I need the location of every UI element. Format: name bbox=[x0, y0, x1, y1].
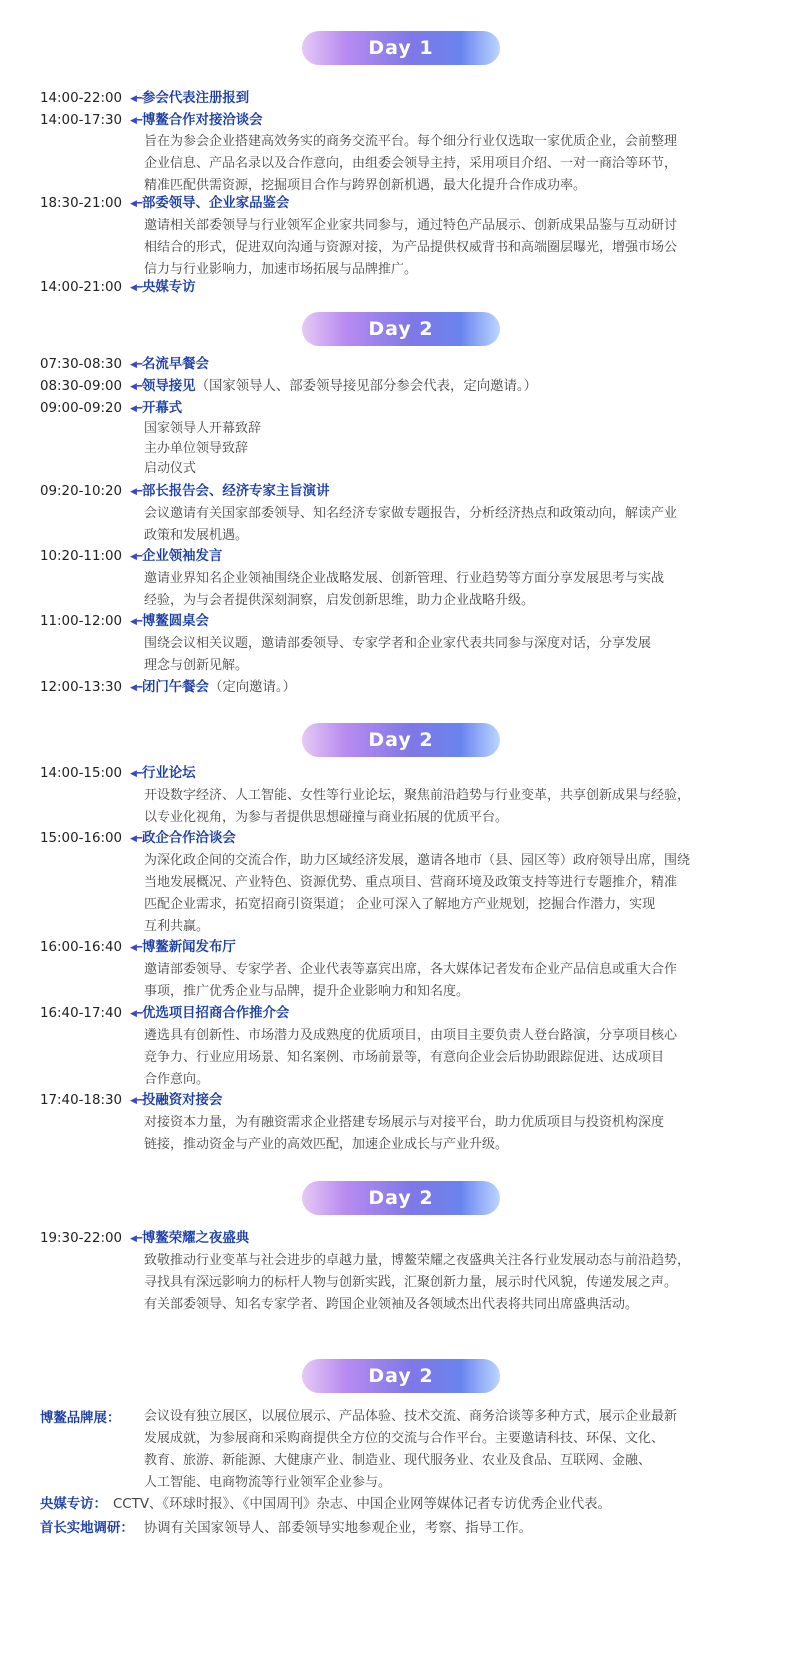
arrow-icon: ◀━ bbox=[130, 404, 143, 414]
item-description bbox=[144, 419, 261, 479]
item-title: 博鳌新闻发布厅 bbox=[142, 940, 236, 955]
arrow-icon: ◀━ bbox=[130, 617, 143, 627]
item-description bbox=[144, 1250, 690, 1316]
field-visit-line bbox=[40, 1519, 532, 1539]
arrow-icon: ◀━ bbox=[130, 360, 143, 370]
item-title: 闭门午餐会 bbox=[142, 680, 209, 695]
item-title: 优选项目招商合作推介会 bbox=[142, 1006, 290, 1021]
desc-line: 信力与行业影响力，加速市场拓展与品牌推广。 bbox=[144, 262, 418, 277]
item-time: 16:40-17:40 bbox=[40, 1006, 123, 1021]
item-time: 14:00-15:00 bbox=[40, 766, 123, 781]
desc-line: 事项，推广优秀企业与品牌，提升企业影响力和知名度。 bbox=[144, 984, 470, 999]
desc-line: 邀请部委领导、专家学者、企业代表等嘉宾出席，各大媒体记者发布企业产品信息或重大合作 bbox=[144, 962, 678, 977]
day-pill bbox=[302, 723, 500, 757]
day-label: Day 2 bbox=[368, 318, 434, 340]
item-time: 08:30-09:00 bbox=[40, 379, 123, 394]
item-time: 09:20-10:20 bbox=[40, 484, 123, 499]
desc-line: 对接资本力量，为有融资需求企业搭建专场展示与对接平台，助力优质项目与投资机构深度 bbox=[144, 1115, 665, 1130]
item-time: 16:00-16:40 bbox=[40, 940, 123, 955]
agenda-item bbox=[40, 829, 236, 849]
arrow-icon: ◀━ bbox=[130, 683, 143, 693]
item-description bbox=[144, 1025, 677, 1091]
item-description bbox=[144, 850, 690, 938]
item-title: 部长报告会、经济专家主旨演讲 bbox=[142, 484, 330, 499]
arrow-icon: ◀━ bbox=[130, 1009, 143, 1019]
desc-line: 为深化政企间的交流合作，助力区域经济发展，邀请各地市（县、园区等）政府领导出席，围绕 bbox=[144, 853, 691, 868]
desc-line: 合作意向。 bbox=[144, 1072, 210, 1087]
item-title: 企业领袖发言 bbox=[142, 549, 223, 564]
agenda-item bbox=[40, 547, 222, 567]
agenda-item bbox=[40, 678, 296, 698]
item-title: 行业论坛 bbox=[142, 766, 196, 781]
item-title: 央媒专访 bbox=[142, 280, 196, 295]
item-title: 博鳌合作对接洽谈会 bbox=[142, 113, 263, 128]
agenda-item bbox=[40, 377, 537, 397]
day-pill bbox=[302, 312, 500, 346]
arrow-icon: ◀━ bbox=[130, 94, 143, 104]
arrow-icon: ◀━ bbox=[130, 283, 143, 293]
agenda-item bbox=[40, 1229, 249, 1249]
desc-line: 致敬推动行业变革与社会进步的卓越力量，博鳌荣耀之夜盛典关注各行业发展动态与前沿趋势， bbox=[144, 1253, 691, 1268]
desc-line: 开设数字经济、人工智能、女性等行业论坛，聚焦前沿趋势与行业变革，共享创新成果与经验， bbox=[144, 788, 691, 803]
agenda-item bbox=[40, 194, 289, 214]
desc-line: 会议邀请有关国家部委领导、知名经济专家做专题报告，分析经济热点和政策动向，解读产业 bbox=[144, 506, 678, 521]
day-pill bbox=[302, 31, 500, 65]
agenda-item bbox=[40, 355, 209, 375]
day-label: Day 2 bbox=[368, 1365, 434, 1387]
desc-line: 经验，为与会者提供深刻洞察，启发创新思维，助力企业战略升级。 bbox=[144, 593, 535, 608]
item-description bbox=[144, 959, 677, 1003]
desc-line: 有关部委领导、知名专家学者、跨国企业领袖及各领域杰出代表将共同出席盛典活动。 bbox=[144, 1297, 639, 1312]
day-label: Day 2 bbox=[368, 729, 434, 751]
desc-line: 链接，推动资金与产业的高效匹配，加速企业成长与产业升级。 bbox=[144, 1137, 509, 1152]
item-title: 开幕式 bbox=[142, 401, 183, 416]
arrow-icon: ◀━ bbox=[130, 1096, 143, 1106]
desc-line: 企业信息、产品名录以及合作意向，由组委会领导主持，采用项目介绍、一对一商洽等环节， bbox=[144, 156, 678, 171]
desc-line: 人工智能、电商物流等行业领军企业参与。 bbox=[144, 1475, 392, 1490]
item-time: 15:00-16:00 bbox=[40, 831, 123, 846]
agenda-item bbox=[40, 612, 209, 632]
item-description bbox=[144, 1112, 664, 1156]
item-time: 18:30-21:00 bbox=[40, 196, 123, 211]
field-visit-text: 协调有关国家领导人、部委领导实地参观企业，考察、指导工作。 bbox=[143, 1521, 533, 1536]
desc-line: 会议设有独立展区，以展位展示、产品体验、技术交流、商务洽谈等多种方式，展示企业最新 bbox=[144, 1409, 678, 1424]
arrow-icon: ◀━ bbox=[130, 116, 143, 126]
media-interview-label: 央媒专访： bbox=[40, 1497, 107, 1512]
item-time: 17:40-18:30 bbox=[40, 1093, 123, 1108]
agenda-item bbox=[40, 399, 182, 419]
agenda-item bbox=[40, 482, 329, 502]
item-time: 09:00-09:20 bbox=[40, 401, 123, 416]
arrow-icon: ◀━ bbox=[130, 199, 143, 209]
agenda-item bbox=[40, 938, 236, 958]
agenda-item bbox=[40, 111, 263, 131]
item-time: 07:30-08:30 bbox=[40, 357, 123, 372]
day-label: Day 2 bbox=[368, 1187, 434, 1209]
item-title: 名流早餐会 bbox=[142, 357, 209, 372]
arrow-icon: ◀━ bbox=[130, 382, 143, 392]
item-title: 部委领导、企业家品鉴会 bbox=[142, 196, 290, 211]
item-title: 博鳌圆桌会 bbox=[142, 614, 209, 629]
desc-line: 遴选具有创新性、市场潜力及成熟度的优质项目，由项目主要负责人登台路演，分享项目核心 bbox=[144, 1028, 678, 1043]
desc-line: 匹配企业需求，拓宽招商引资渠道； 企业可深入了解地方产业规划，挖掘合作潜力，实现 bbox=[144, 897, 656, 912]
brand-expo-description bbox=[144, 1406, 677, 1494]
desc-line: 旨在为参会企业搭建高效务实的商务交流平台。每个细分行业仅选取一家优质企业，会前整理 bbox=[144, 134, 678, 149]
item-title: 投融资对接会 bbox=[142, 1093, 223, 1108]
media-interview-text: CCTV、《环球时报》、《中国周刊》杂志、中国企业网等媒体记者专访优秀企业代表。 bbox=[112, 1497, 611, 1512]
item-description bbox=[144, 131, 677, 197]
item-description bbox=[144, 568, 664, 612]
desc-line: 邀请相关部委领导与行业领军企业家共同参与，通过特色产品展示、创新成果品鉴与互动研讨 bbox=[144, 218, 678, 233]
desc-line: 理念与创新见解。 bbox=[144, 658, 249, 673]
item-description bbox=[144, 503, 677, 547]
item-time: 14:00-22:00 bbox=[40, 91, 123, 106]
arrow-icon: ◀━ bbox=[130, 943, 143, 953]
day-pill bbox=[302, 1359, 500, 1393]
agenda-item bbox=[40, 1004, 289, 1024]
arrow-icon: ◀━ bbox=[130, 487, 143, 497]
arrow-icon: ◀━ bbox=[130, 1234, 143, 1244]
item-time: 11:00-12:00 bbox=[40, 614, 123, 629]
item-time: 14:00-21:00 bbox=[40, 280, 123, 295]
arrow-icon: ◀━ bbox=[130, 769, 143, 779]
item-time: 19:30-22:00 bbox=[40, 1231, 123, 1246]
arrow-icon: ◀━ bbox=[130, 552, 143, 562]
item-description bbox=[144, 633, 651, 677]
item-title: 参会代表注册报到 bbox=[142, 91, 250, 106]
agenda-item bbox=[40, 1091, 222, 1111]
item-title: 领导接见 bbox=[142, 379, 196, 394]
arrow-icon: ◀━ bbox=[130, 834, 143, 844]
day-label: Day 1 bbox=[368, 37, 434, 59]
desc-line: 政策和发展机遇。 bbox=[144, 528, 249, 543]
desc-line: 教育、旅游、新能源、大健康产业、制造业、现代服务业、农业及食品、互联网、金融、 bbox=[144, 1453, 652, 1468]
desc-line: 邀请业界知名企业领袖围绕企业战略发展、创新管理、行业趋势等方面分享发展思考与实战 bbox=[144, 571, 665, 586]
agenda-item bbox=[40, 764, 196, 784]
item-time: 14:00-17:30 bbox=[40, 113, 123, 128]
desc-line: 围绕会议相关议题，邀请部委领导、专家学者和企业家代表共同参与深度对话，分享发展 bbox=[144, 636, 652, 651]
field-visit-label: 首长实地调研： bbox=[40, 1521, 134, 1536]
agenda-item bbox=[40, 278, 196, 298]
item-time: 12:00-13:30 bbox=[40, 680, 123, 695]
desc-line: 以专业化视角，为参与者提供思想碰撞与商业拓展的优质平台。 bbox=[144, 810, 509, 825]
item-time: 10:20-11:00 bbox=[40, 549, 123, 564]
brand-expo-label: 博鳌品牌展： bbox=[40, 1411, 121, 1426]
desc-line: 互利共赢。 bbox=[144, 919, 210, 934]
item-note: （定向邀请。） bbox=[208, 680, 296, 695]
desc-line: 相结合的形式，促进双向沟通与资源对接，为产品提供权威背书和高端圈层曝光，增强市场公 bbox=[144, 240, 678, 255]
item-note: （国家领导人、部委领导接见部分参会代表，定向邀请。） bbox=[195, 379, 538, 394]
desc-line: 发展成就，为参展商和采购商提供全方位的交流与合作平台。主要邀请科技、环保、文化、 bbox=[144, 1431, 665, 1446]
item-title: 政企合作洽谈会 bbox=[142, 831, 236, 846]
desc-line: 寻找具有深远影响力的标杆人物与创新实践，汇聚创新力量，展示时代风貌，传递发展之声。 bbox=[144, 1275, 678, 1290]
item-description bbox=[144, 215, 677, 281]
desc-line: 当地发展概况、产业特色、资源优势、重点项目、营商环境及政策支持等进行专题推介，精准 bbox=[144, 875, 678, 890]
desc-line: 主办单位领导致辞 bbox=[144, 441, 249, 456]
desc-line: 启动仪式 bbox=[144, 461, 197, 476]
desc-line: 竞争力、行业应用场景、知名案例、市场前景等，有意向企业会后协助跟踪促进、达成项目 bbox=[144, 1050, 665, 1065]
day-pill bbox=[302, 1181, 500, 1215]
item-description bbox=[144, 785, 690, 829]
item-title: 博鳌荣耀之夜盛典 bbox=[142, 1231, 250, 1246]
media-interview-line bbox=[40, 1495, 611, 1515]
desc-line: 精准匹配供需资源，挖掘项目合作与跨界创新机遇，最大化提升合作成功率。 bbox=[144, 178, 587, 193]
desc-line: 国家领导人开幕致辞 bbox=[144, 421, 262, 436]
agenda-item bbox=[40, 89, 249, 109]
